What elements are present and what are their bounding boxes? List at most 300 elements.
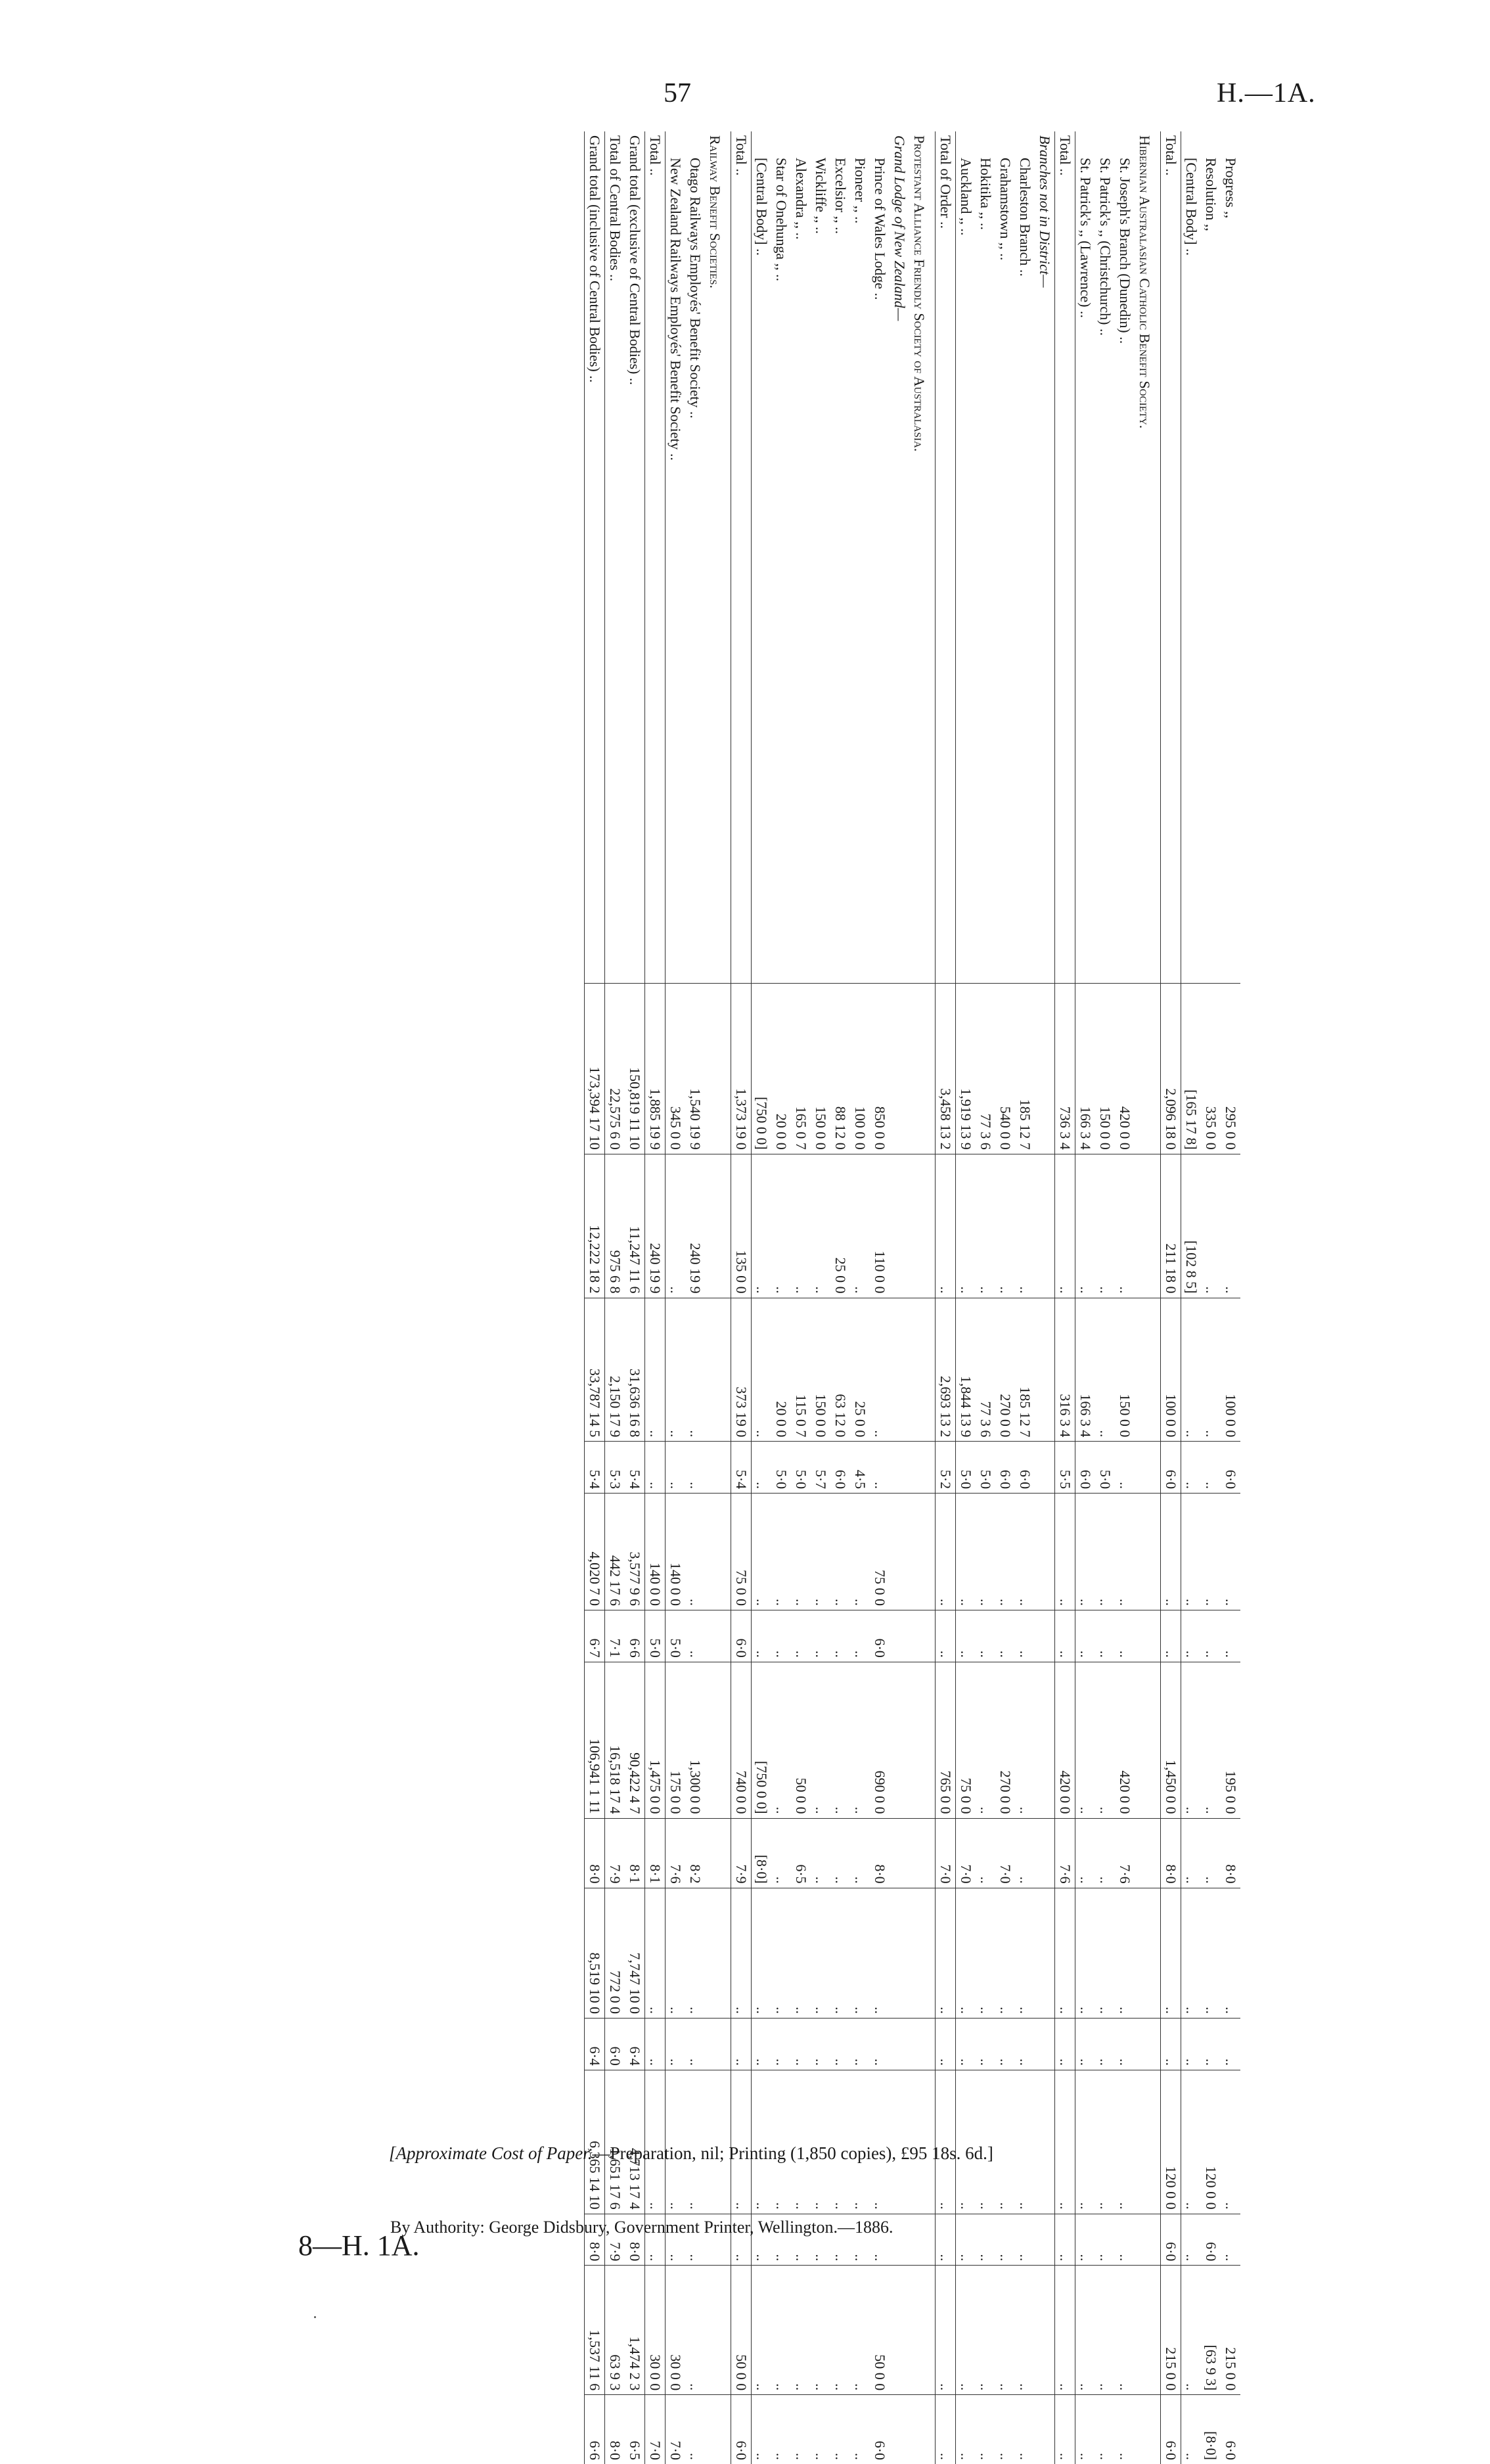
table-cell: .. <box>870 2214 890 2266</box>
table-cell: .. <box>1095 1888 1115 2018</box>
table-cell: 8·0 <box>605 2395 625 2464</box>
table-cell: .. <box>811 2070 830 2214</box>
table-cell: .. <box>995 1610 1015 1662</box>
table-cell: 120 0 0 <box>1201 2070 1221 2214</box>
table-cell: .. <box>850 2019 870 2070</box>
table-cell: 4,713 17 4 <box>625 2070 645 2214</box>
table-row <box>1115 131 1135 2464</box>
table-cell: .. <box>976 2070 995 2214</box>
table-cell: 1,474 2 3 <box>625 2266 645 2395</box>
table-cell: .. <box>850 2395 870 2464</box>
table-row <box>850 131 870 2464</box>
table-cell: 7·9 <box>605 2214 625 2266</box>
table-cell: .. <box>1075 2214 1096 2266</box>
table-cell: .. <box>850 1610 870 1662</box>
table-cell: .. <box>685 2266 705 2395</box>
table-cell: 195 0 0 <box>1221 1662 1240 1818</box>
table-cell: .. <box>752 1154 772 1298</box>
table-cell: .. <box>1095 1610 1115 1662</box>
table-cell <box>890 2395 909 2464</box>
row-label: Total of Order .. <box>936 131 956 984</box>
table-cell: .. <box>870 2019 890 2070</box>
table-cell: 6·0 <box>731 1610 752 1662</box>
table-cell: .. <box>685 1888 705 2018</box>
table-cell: 8·1 <box>645 1818 666 1888</box>
table-cell: 5·0 <box>1095 1442 1115 1494</box>
table-cell: .. <box>1201 1154 1221 1298</box>
table-cell: .. <box>830 1610 850 1662</box>
table-cell <box>1035 1442 1055 1494</box>
row-label: New Zealand Railways Employés' Benefit Society .. <box>667 158 684 461</box>
table-cell: .. <box>685 2395 705 2464</box>
row-label: Total of Central Bodies .. <box>607 135 623 282</box>
table-cell: 420 0 0 <box>1055 1662 1075 1818</box>
table-cell: 6·0 <box>1221 2395 1240 2464</box>
table-cell: .. <box>976 1154 995 1298</box>
table-cell: .. <box>850 1494 870 1610</box>
table-cell: .. <box>1181 2214 1202 2266</box>
table-cell: 5·7 <box>811 1442 830 1494</box>
table-cell: .. <box>830 1494 850 1610</box>
table-cell: .. <box>811 1154 830 1298</box>
signature-code: 8—H. 1A. <box>298 2229 420 2262</box>
table-cell: 22,575 6 0 <box>605 984 625 1154</box>
table-cell: 5·0 <box>976 1442 995 1494</box>
table-cell: .. <box>1095 2070 1115 2214</box>
table-cell <box>705 1298 731 1442</box>
table-cell: .. <box>1095 2214 1115 2266</box>
table-cell: .. <box>1181 1494 1202 1610</box>
table-cell: .. <box>666 2019 686 2070</box>
table-cell: 270 0 0 <box>995 1662 1015 1818</box>
table-cell <box>909 1442 936 1494</box>
table-cell: .. <box>685 1610 705 1662</box>
row-label: Progress ,, <box>1223 158 1239 219</box>
table-cell: 7·0 <box>995 1818 1015 1888</box>
table-cell: .. <box>771 1662 791 1818</box>
table-cell: 106,941 1 11 <box>585 1662 605 1818</box>
table-row <box>705 131 731 2464</box>
table-cell: .. <box>936 2070 956 2214</box>
table-cell: .. <box>1075 1494 1096 1610</box>
table-row <box>890 131 909 2464</box>
table-cell: .. <box>936 2214 956 2266</box>
table-cell: 335 0 0 <box>1201 984 1221 1154</box>
table-cell: .. <box>771 1888 791 2018</box>
table-cell: 6·6 <box>585 2395 605 2464</box>
table-cell: 6·5 <box>625 2395 645 2464</box>
table-cell: .. <box>830 1662 850 1818</box>
table-cell: .. <box>685 1442 705 1494</box>
table-cell: 150 0 0 <box>1095 984 1115 1154</box>
table-cell: .. <box>1095 2395 1115 2464</box>
table-row <box>1075 131 1096 2464</box>
table-cell: .. <box>995 1154 1015 1298</box>
table-cell: .. <box>1181 1298 1202 1442</box>
table-cell: 6·0 <box>1161 2214 1181 2266</box>
table-cell <box>890 1442 909 1494</box>
table-cell: .. <box>771 2019 791 2070</box>
table-row <box>1201 131 1221 2464</box>
table-row <box>1161 131 1181 2464</box>
table-cell: .. <box>811 2395 830 2464</box>
table-cell: 140 0 0 <box>666 1494 686 1610</box>
table-cell: .. <box>1115 2266 1135 2395</box>
table-cell: .. <box>791 2019 811 2070</box>
table-cell: .. <box>811 1662 830 1818</box>
table-cell: .. <box>771 1154 791 1298</box>
table-cell: 6·0 <box>1221 1442 1240 1494</box>
table-cell: 1,885 19 9 <box>645 984 666 1154</box>
table-cell <box>705 1154 731 1298</box>
table-cell: .. <box>1055 2395 1075 2464</box>
table-cell: .. <box>1115 2019 1135 2070</box>
table-cell: .. <box>645 1298 666 1442</box>
table-cell: 8·0 <box>585 2214 605 2266</box>
table-cell: 5·0 <box>645 1610 666 1662</box>
table-cell: 75 0 0 <box>731 1494 752 1610</box>
table-cell: .. <box>870 1888 890 2018</box>
row-label: Railway Benefit Societies. <box>707 135 723 289</box>
table-cell: 173,394 17 10 <box>585 984 605 1154</box>
table-cell <box>909 984 936 1154</box>
table-cell: .. <box>771 2395 791 2464</box>
table-cell: .. <box>1095 1154 1115 1298</box>
table-cell: .. <box>771 1610 791 1662</box>
table-cell: .. <box>666 2214 686 2266</box>
table-cell: .. <box>771 2070 791 2214</box>
row-label: Pioneer ,, .. <box>852 158 869 224</box>
row-label: Total .. <box>1055 131 1075 984</box>
table-row <box>1055 131 1075 2464</box>
table-cell: 7·6 <box>666 1818 686 1888</box>
table-cell: .. <box>811 1888 830 2018</box>
table-cell: .. <box>976 1818 995 1888</box>
table-cell: .. <box>976 2266 995 2395</box>
table-cell <box>705 984 731 1154</box>
table-cell: 6·0 <box>605 2019 625 2070</box>
table-cell: 215 0 0 <box>1161 2266 1181 2395</box>
table-row <box>585 131 605 2464</box>
table-cell: 150 0 0 <box>811 1298 830 1442</box>
table-cell <box>1035 1662 1055 1818</box>
table-cell: 6·5 <box>791 1818 811 1888</box>
table-cell: .. <box>1115 1888 1135 2018</box>
table-cell: 765 0 0 <box>936 1662 956 1818</box>
table-cell: 8·0 <box>585 1818 605 1888</box>
table-cell: 33,787 14 5 <box>585 1298 605 1442</box>
table-cell: .. <box>731 1888 752 2018</box>
table-cell: .. <box>956 1610 976 1662</box>
row-label: Star of Onehunga ,, .. <box>773 158 790 282</box>
table-cell: 166 3 4 <box>1075 984 1096 1154</box>
table-cell: .. <box>1161 1888 1181 2018</box>
table-cell <box>1035 1154 1055 1298</box>
table-cell: .. <box>850 1662 870 1818</box>
table-row <box>731 131 752 2464</box>
table-cell: .. <box>936 2266 956 2395</box>
table-cell: .. <box>752 2266 772 2395</box>
table-cell: 31,636 16 8 <box>625 1298 645 1442</box>
table-cell: .. <box>1075 2070 1096 2214</box>
table-row <box>811 131 830 2464</box>
table-cell: 5·0 <box>771 1442 791 1494</box>
table-cell: .. <box>976 1494 995 1610</box>
table-cell: .. <box>1015 2214 1035 2266</box>
row-label: Hibernian Australasian Catholic Benefit Society. <box>1137 135 1153 429</box>
table-cell: .. <box>1075 1888 1096 2018</box>
table-cell: 6·0 <box>1075 1442 1096 1494</box>
footnote-italic: [Approximate Cost of Paper. <box>389 2143 593 2163</box>
table-cell: 30 0 0 <box>666 2266 686 2395</box>
table-cell: .. <box>666 1298 686 1442</box>
table-cell <box>705 1888 731 2018</box>
table-cell: 185 12 7 <box>1015 1298 1035 1442</box>
table-cell: .. <box>995 2214 1015 2266</box>
table-cell: .. <box>936 1610 956 1662</box>
table-cell <box>705 1494 731 1610</box>
table-cell <box>705 2019 731 2070</box>
table-cell: 77 3 6 <box>976 984 995 1154</box>
table-cell: .. <box>1221 2214 1240 2266</box>
table-cell: .. <box>791 2070 811 2214</box>
table-cell: .. <box>976 2019 995 2070</box>
table-cell: .. <box>645 2070 666 2214</box>
table-row <box>771 131 791 2464</box>
table-cell: 5·0 <box>956 1442 976 1494</box>
table-cell <box>909 1494 936 1610</box>
table-cell: .. <box>645 2019 666 2070</box>
table-cell: 100 0 0 <box>1161 1298 1181 1442</box>
table-cell <box>909 1662 936 1818</box>
table-cell: .. <box>685 2019 705 2070</box>
table-cell: .. <box>1055 1154 1075 1298</box>
table-cell <box>1035 2214 1055 2266</box>
table-cell: .. <box>645 1442 666 1494</box>
table-cell: .. <box>685 2214 705 2266</box>
table-cell: 20 0 0 <box>771 984 791 1154</box>
table-cell: 7·0 <box>645 2395 666 2464</box>
row-label: Branches not in District— <box>1037 135 1053 288</box>
table-cell: 100 0 0 <box>1221 1298 1240 1442</box>
table-cell: .. <box>1181 2395 1202 2464</box>
table-cell: .. <box>1015 1888 1035 2018</box>
table-cell: .. <box>976 2395 995 2464</box>
table-cell <box>1135 2266 1161 2395</box>
table-cell: .. <box>1201 1298 1221 1442</box>
table-cell: 1,373 19 0 <box>731 984 752 1154</box>
table-cell: .. <box>1181 2019 1202 2070</box>
table-cell: .. <box>1115 1610 1135 1662</box>
table-cell: .. <box>645 1888 666 2018</box>
table-cell: 740 0 0 <box>731 1662 752 1818</box>
table-cell: .. <box>685 1298 705 1442</box>
table-cell: 1,300 0 0 <box>685 1662 705 1818</box>
table-cell: 150 0 0 <box>811 984 830 1154</box>
table-cell <box>1135 2395 1161 2464</box>
table-cell: .. <box>1201 1442 1221 1494</box>
table-cell: 6·0 <box>830 1442 850 1494</box>
table-cell: 140 0 0 <box>645 1494 666 1610</box>
table-cell: .. <box>830 2070 850 2214</box>
row-label: Auckland ,, .. <box>958 158 974 236</box>
table-cell: .. <box>1015 1662 1035 1818</box>
row-label: Grahamstown ,, .. <box>997 158 1014 261</box>
row-label: Grand total (inclusive of Central Bodies) .. <box>585 131 605 984</box>
row-label: Total .. <box>645 131 666 984</box>
table-cell: .. <box>666 1888 686 2018</box>
table-row <box>976 131 995 2464</box>
table-cell: .. <box>1201 2019 1221 2070</box>
table-cell <box>705 1662 731 1818</box>
table-cell: 6·0 <box>870 2395 890 2464</box>
table-cell <box>705 1818 731 1888</box>
table-cell <box>890 2266 909 2395</box>
table-cell: .. <box>956 1154 976 1298</box>
table-cell: 63 12 0 <box>830 1298 850 1442</box>
table-cell: 2,150 17 9 <box>605 1298 625 1442</box>
table-cell: 8·2 <box>685 1818 705 1888</box>
table-cell: .. <box>956 1888 976 2018</box>
table-cell: 90,422 4 7 <box>625 1662 645 1818</box>
row-label: Grand Lodge of New Zealand— <box>892 135 908 321</box>
table-cell: .. <box>1015 2070 1035 2214</box>
table-cell <box>909 2395 936 2464</box>
table-cell: .. <box>1095 2019 1115 2070</box>
table-cell: 75 0 0 <box>956 1662 976 1818</box>
table-cell: 16,518 17 4 <box>605 1662 625 1818</box>
table-cell: .. <box>850 1818 870 1888</box>
table-cell: .. <box>752 1298 772 1442</box>
table-cell <box>1035 2266 1055 2395</box>
table-cell: 6·0 <box>731 2395 752 2464</box>
table-cell: 11,247 11 6 <box>625 1154 645 1298</box>
table-cell: .. <box>811 1494 830 1610</box>
table-cell <box>1135 2070 1161 2214</box>
table-cell <box>890 2019 909 2070</box>
table-cell: .. <box>850 2214 870 2266</box>
table-cell: .. <box>811 2266 830 2395</box>
table-cell: 5·0 <box>791 1442 811 1494</box>
table-cell: 3,458 13 2 <box>936 984 956 1154</box>
table-cell <box>909 1818 936 1888</box>
table-cell: 7·9 <box>731 1818 752 1888</box>
table-cell: 5·3 <box>605 1442 625 1494</box>
table-cell: 8·1 <box>625 1818 645 1888</box>
table-cell: 975 6 8 <box>605 1154 625 1298</box>
table-cell: 6·4 <box>585 2019 605 2070</box>
table-row <box>645 131 666 2464</box>
table-cell: .. <box>956 1494 976 1610</box>
footnote-rest: —Preparation, nil; Printing (1,850 copies), £95 18s. 6d.] <box>592 2143 993 2163</box>
table-cell: .. <box>1095 1494 1115 1610</box>
table-row <box>1221 131 1240 2464</box>
table-cell <box>705 2266 731 2395</box>
table-cell: .. <box>850 1888 870 2018</box>
table-cell <box>1035 1888 1055 2018</box>
table-cell: 1,475 0 0 <box>645 1662 666 1818</box>
table-cell: 150 0 0 <box>1115 1298 1135 1442</box>
table-cell: .. <box>791 1494 811 1610</box>
table-row <box>666 131 686 2464</box>
table-cell: 1,844 13 9 <box>956 1298 976 1442</box>
row-label: Grand total (exclusive of Central Bodies) .. <box>627 135 643 386</box>
table-cell: .. <box>1055 1888 1075 2018</box>
table-cell <box>890 2070 909 2214</box>
table-cell: .. <box>956 2019 976 2070</box>
table-cell: .. <box>1115 1442 1135 1494</box>
table-cell: 7·6 <box>1115 1818 1135 1888</box>
table-cell: .. <box>956 2266 976 2395</box>
table-cell <box>1135 2019 1161 2070</box>
table-cell: 7·0 <box>666 2395 686 2464</box>
table-cell <box>1135 2214 1161 2266</box>
table-cell: .. <box>791 2395 811 2464</box>
table-cell <box>1035 2395 1055 2464</box>
table-cell <box>909 2070 936 2214</box>
row-label: St. Patrick's ,, (Christchurch) .. <box>1097 158 1114 336</box>
table-cell <box>1135 1888 1161 2018</box>
table-cell: 30 0 0 <box>645 2266 666 2395</box>
row-label: Wickliffe ,, .. <box>813 158 829 235</box>
table-cell: .. <box>1201 1494 1221 1610</box>
table-cell <box>909 1610 936 1662</box>
table-cell: .. <box>1015 2019 1035 2070</box>
table-cell <box>1035 984 1055 1154</box>
table-cell: 20 0 0 <box>771 1298 791 1442</box>
table-row <box>605 131 625 2464</box>
table-cell: .. <box>752 2019 772 2070</box>
table-cell <box>909 1154 936 1298</box>
table-cell: 772 0 0 <box>605 1888 625 2018</box>
table-row <box>870 131 890 2464</box>
table-cell: .. <box>791 1610 811 1662</box>
table-cell: .. <box>995 2395 1015 2464</box>
table-cell: .. <box>976 1662 995 1818</box>
table-cell: .. <box>936 1154 956 1298</box>
row-label: Resolution ,, <box>1203 158 1219 231</box>
table-cell: 77 3 6 <box>976 1298 995 1442</box>
table-cell: .. <box>1015 1818 1035 1888</box>
table-cell: 5·4 <box>585 1442 605 1494</box>
table-cell: .. <box>830 2266 850 2395</box>
table-cell: 295 0 0 <box>1221 984 1240 1154</box>
table-cell: .. <box>1075 1610 1096 1662</box>
table-cell: .. <box>936 1494 956 1610</box>
table-cell <box>890 1610 909 1662</box>
table-cell: .. <box>1161 2019 1181 2070</box>
table-cell: 5·4 <box>731 1442 752 1494</box>
table-cell: .. <box>771 1818 791 1888</box>
table-cell: 850 0 0 <box>870 984 890 1154</box>
table-cell <box>1035 2070 1055 2214</box>
table-cell: .. <box>1201 1888 1221 2018</box>
table-cell: .. <box>850 2266 870 2395</box>
table-cell: 25 0 0 <box>850 1298 870 1442</box>
table-cell: 373 19 0 <box>731 1298 752 1442</box>
table-cell: .. <box>1015 1494 1035 1610</box>
table-cell: .. <box>936 1888 956 2018</box>
row-label: [Central Body] .. <box>1183 158 1200 256</box>
table-cell: 6,365 14 10 <box>585 2070 605 2214</box>
table-row <box>1015 131 1035 2464</box>
friendly-societies-table <box>584 131 1240 2464</box>
table-cell: 1,537 11 6 <box>585 2266 605 2395</box>
table-cell: 2,693 13 2 <box>936 1298 956 1442</box>
table-cell <box>890 1298 909 1442</box>
table-cell: .. <box>1075 1818 1096 1888</box>
table-cell: .. <box>995 2070 1015 2214</box>
